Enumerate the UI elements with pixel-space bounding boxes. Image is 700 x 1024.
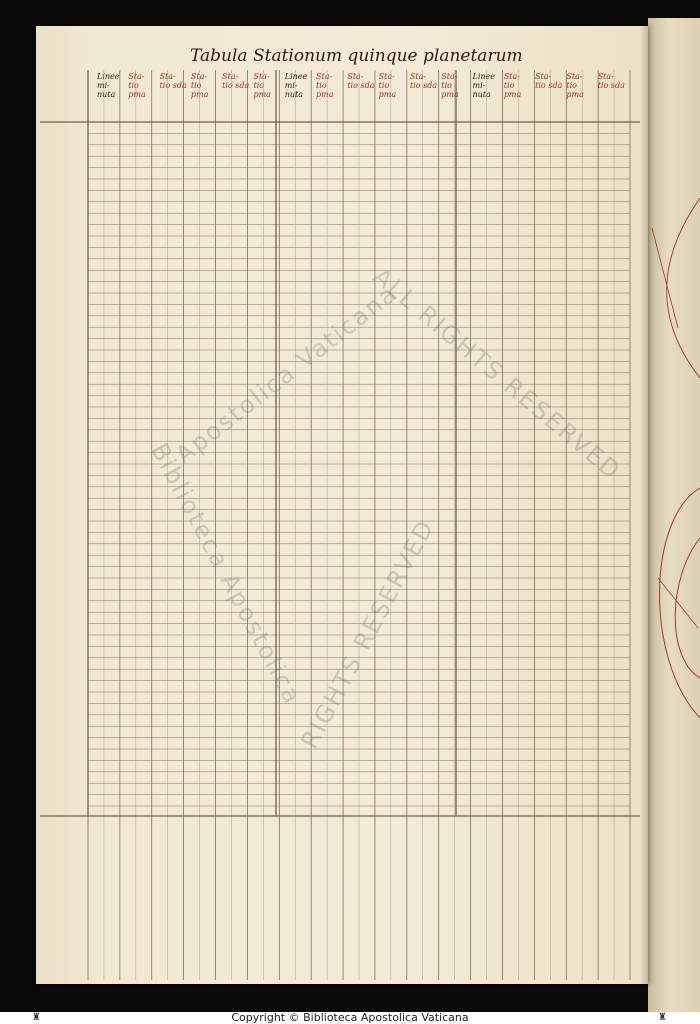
column-header: Linee mi- nuta [97,72,120,99]
column-header: Sta- tio sda [347,72,375,90]
copyright-text: Copyright © Biblioteca Apostolica Vaticana [231,1012,469,1024]
column-header: Sta- tio pma [316,72,334,99]
watermark-text: ALL RIGHTS RESERVED [367,262,627,486]
column-header: Sta- tio sda [159,72,187,90]
column-header: Sta- tio pma [253,72,271,99]
column-header: Sta- tio pma [378,72,397,99]
column-header: Sta- tio pma [441,72,459,99]
copyright-footer [0,1012,700,1024]
column-header: Sta- tio pma [190,72,209,99]
column-header: Sta- tio sda [409,72,438,90]
crest-icon: ♜ [32,1012,41,1023]
watermark-text: Biblioteca Apostolica [145,438,308,710]
column-header: Sta- tio sda [222,72,250,90]
watermark-text: RIGHTS RESERVED [295,514,441,754]
column-header: Linee mi- nuta [472,72,496,99]
column-header: Sta- tio pma [503,72,522,99]
column-header: Sta- tio pma [566,72,584,99]
crest-icon: ♜ [658,1012,667,1023]
column-header: Linee mi- nuta [284,72,308,99]
table-title: Tabula Stationum quinque planetarum [190,46,523,66]
column-header: Sta- tio pma [128,72,146,99]
column-header: Sta- tio sda [535,72,563,90]
column-header: Sta- tio sda [597,72,625,90]
watermark-text: Apostolica Vaticana [170,278,403,470]
